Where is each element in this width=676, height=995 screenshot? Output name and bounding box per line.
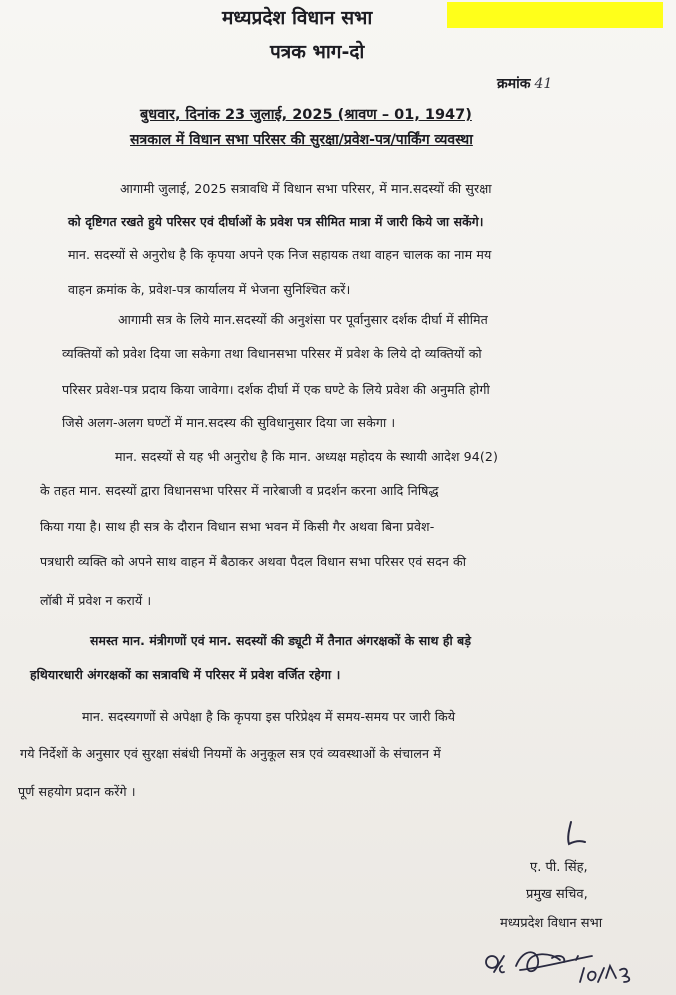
- date-line: बुधवार, दिनांक 23 जुलाई, 2025 (श्रावण – 01, 1947): [140, 107, 472, 123]
- body-line: मान. सदस्यों से अनुरोध है कि कृपया अपने एक निज सहायक तथा वाहन चालक का नाम मय: [68, 247, 492, 262]
- body-line: व्यक्तियों को प्रवेश दिया जा सकेगा तथा विधानसभा परिसर में प्रवेश के लिये दो व्यक्तियों को: [62, 346, 482, 361]
- handwritten-initials: [480, 938, 640, 988]
- body-line: जिसे अलग-अलग घण्टों में मान.सदस्य की सुविधानुसार दिया जा सकेगा ।: [62, 415, 396, 430]
- body-line: मान. सदस्यों से यह भी अनुरोध है कि मान. अध्यक्ष महोदय के स्थायी आदेश 94(2): [115, 449, 499, 464]
- body-line: मान. सदस्यगणों से अपेक्षा है कि कृपया इस परिप्रेक्ष्य में समय-समय पर जारी किये: [82, 709, 456, 724]
- body-line: आगामी सत्र के लिये मान.सदस्यों की अनुशंसा पर पूर्वानुसार दर्शक दीर्घा में सीमित: [118, 312, 488, 327]
- serial-label: क्रमांक: [497, 76, 531, 92]
- serial-number: 41: [534, 76, 553, 92]
- body-line: को दृष्टिगत रखते हुये परिसर एवं दीर्घाओं के प्रवेश पत्र सीमित मात्रा में जारी किये जा सकेंगे।: [68, 214, 484, 229]
- serial-label-row: [497, 74, 552, 93]
- document-title: मध्यप्रदेश विधान सभा: [222, 7, 373, 29]
- signatory-designation: प्रमुख सचिव,: [526, 887, 588, 902]
- body-line: आगामी जुलाई, 2025 सत्रावधि में विधान सभा परिसर, में मान.सदस्यों की सुरक्षा: [120, 181, 492, 196]
- body-line: के तहत मान. सदस्यों द्वारा विधानसभा परिसर में नारेबाजी व प्रदर्शन करना आदि निषिद्ध: [40, 483, 439, 498]
- subject-line: सत्रकाल में विधान सभा परिसर की सुरक्षा/प्रवेश-पत्र/पार्किंग व्यवस्था: [130, 132, 473, 148]
- document-subtitle: पत्रक भाग-दो: [270, 41, 365, 63]
- body-line: लॉबी में प्रवेश न करायें ।: [40, 593, 152, 608]
- signature-mark: [563, 820, 587, 848]
- signatory-name: ए. पी. सिंह,: [530, 860, 588, 875]
- signatory-office: मध्यप्रदेश विधान सभा: [500, 916, 603, 931]
- body-line: परिसर प्रवेश-पत्र प्रदाय किया जावेगा। दर्शक दीर्घा में एक घण्टे के लिये प्रवेश की अनुमति होगी: [62, 382, 490, 397]
- body-line: पत्रधारी व्यक्ति को अपने साथ वाहन में बैठाकर अथवा पैदल विधान सभा परिसर एवं सदन की: [40, 554, 467, 569]
- body-line: गये निर्देशों के अनुसार एवं सुरक्षा संबंधी नियमों के अनुकूल सत्र एवं व्यवस्थाओं के संचालन में: [20, 746, 441, 761]
- body-line: पूर्ण सहयोग प्रदान करेंगे ।: [18, 784, 136, 799]
- body-line: हथियारधारी अंगरक्षकों का सत्रावधि में परिसर में प्रवेश वर्जित रहेगा ।: [30, 667, 341, 682]
- body-line: वाहन क्रमांक के, प्रवेश-पत्र कार्यालय में भेजना सुनिश्चित करें।: [68, 282, 351, 297]
- highlight-mark: [447, 2, 663, 28]
- body-line: समस्त मान. मंत्रीगणों एवं मान. सदस्यों की ड्यूटी में तैनात अंगरक्षकों के साथ ही बड़े: [90, 633, 472, 648]
- body-line: किया गया है। साथ ही सत्र के दौरान विधान सभा भवन में किसी गैर अथवा बिना प्रवेश-: [40, 519, 435, 534]
